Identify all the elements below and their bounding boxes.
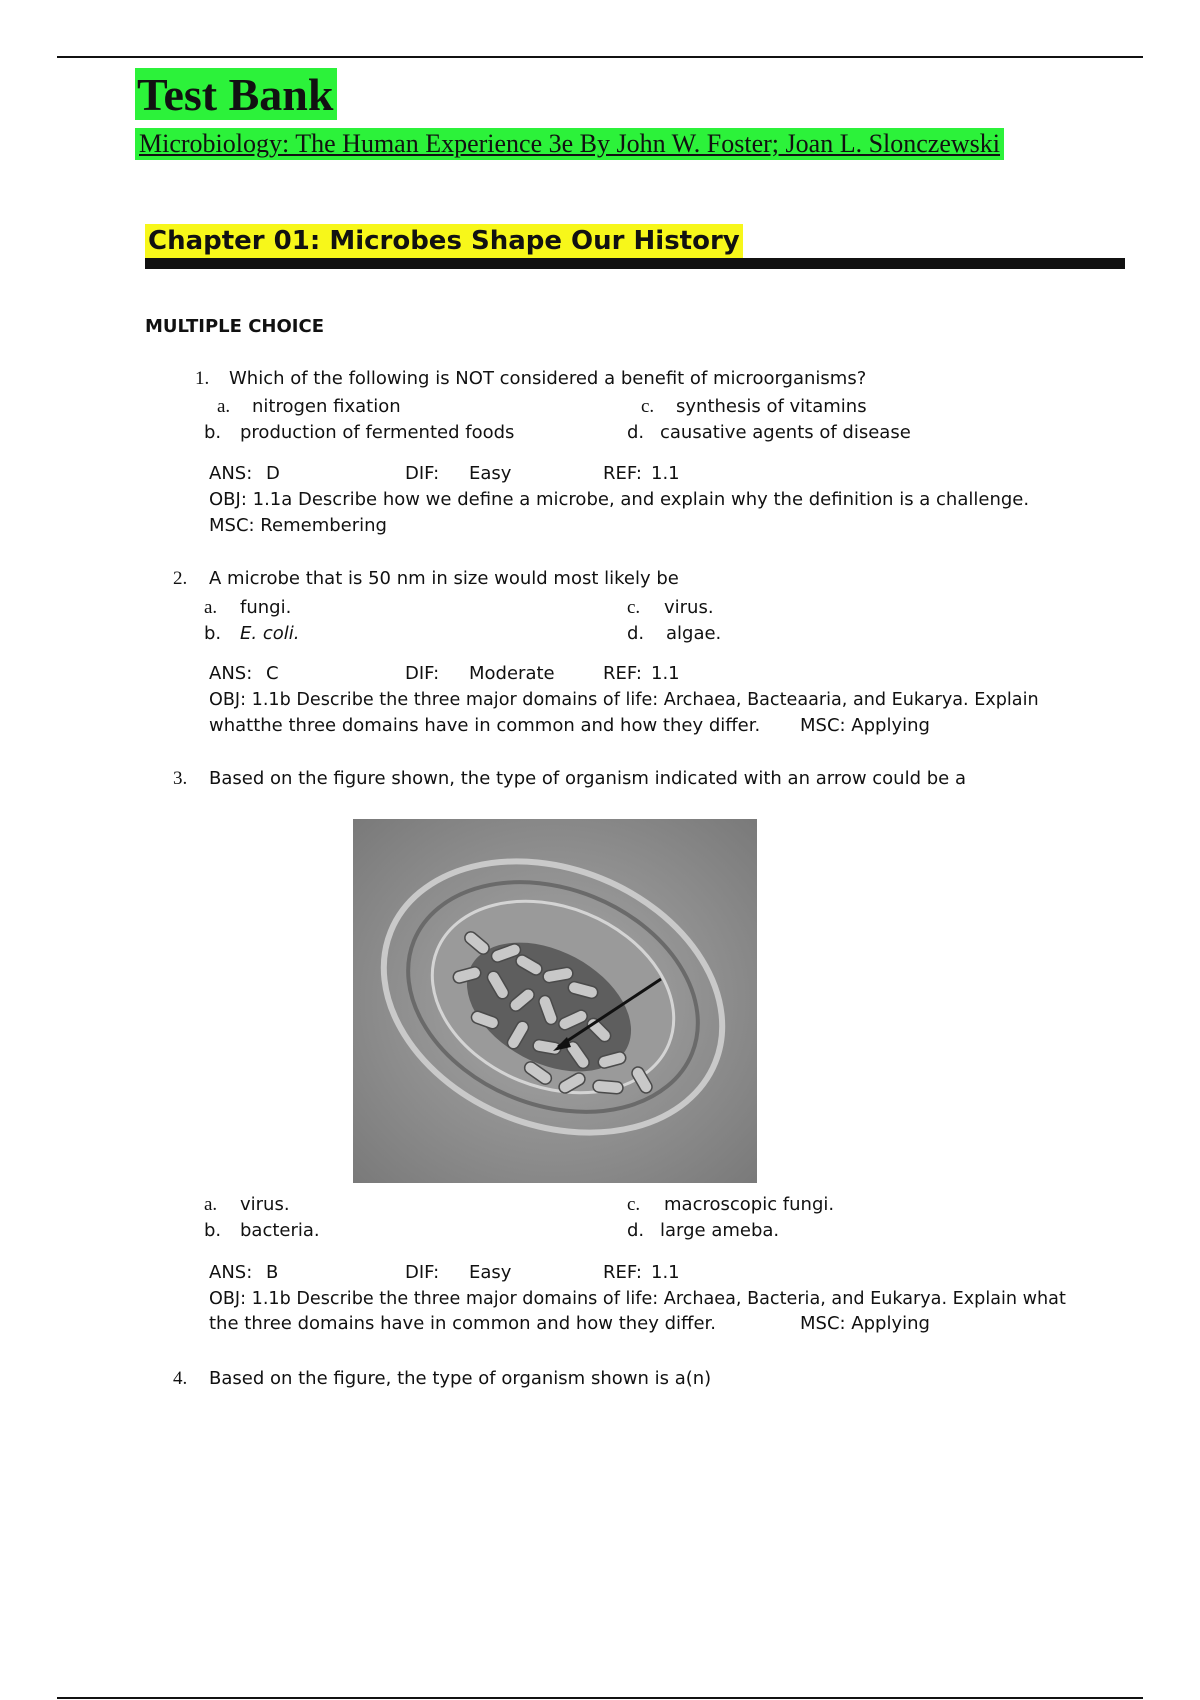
ans-label: ANS:	[209, 1262, 253, 1283]
ans-value: D	[266, 463, 280, 484]
ref-label: REF:	[603, 663, 642, 684]
msc-text: MSC: Applying	[800, 715, 930, 736]
choice-letter: a.	[204, 1194, 218, 1215]
choice-letter: c.	[627, 597, 641, 618]
choice-letter: a.	[217, 396, 231, 417]
ans-label: ANS:	[209, 463, 253, 484]
objective-text: OBJ: 1.1b Describe the three major domains of life: Archaea, Bacteria, and Eukarya. Explain what	[209, 1289, 1066, 1309]
ans-label: ANS:	[209, 663, 253, 684]
msc-text: MSC: Applying	[800, 1313, 930, 1334]
micrograph-figure	[353, 819, 757, 1183]
choice-text: causative agents of disease	[660, 422, 911, 443]
ref-value: 1.1	[651, 463, 680, 484]
question-number: 3.	[173, 768, 188, 789]
choice-text: fungi.	[240, 597, 292, 618]
section-heading: MULTIPLE CHOICE	[145, 316, 324, 337]
choice-letter: c.	[641, 396, 655, 417]
ans-value: B	[266, 1262, 279, 1283]
chapter-rule	[145, 258, 1125, 269]
top-rule	[57, 56, 1143, 58]
choice-text: large ameba.	[660, 1220, 780, 1241]
choice-text: nitrogen fixation	[252, 396, 401, 417]
chapter-title: Chapter 01: Microbes Shape Our History	[145, 224, 743, 258]
choice-letter: d.	[627, 422, 645, 443]
choice-text: algae.	[666, 623, 722, 644]
choice-text: synthesis of vitamins	[676, 396, 867, 417]
micrograph-image	[353, 819, 757, 1183]
msc-text: MSC: Remembering	[209, 515, 387, 536]
bottom-rule	[57, 1697, 1143, 1699]
ref-value: 1.1	[651, 663, 680, 684]
dif-value: Moderate	[469, 663, 555, 684]
choice-letter: b.	[204, 1220, 222, 1241]
question-stem: Based on the figure shown, the type of organism indicated with an arrow could be a	[209, 768, 966, 789]
choice-letter: b.	[204, 422, 222, 443]
ref-value: 1.1	[651, 1262, 680, 1283]
objective-text: OBJ: 1.1a Describe how we define a microbe, and explain why the definition is a challenge.	[209, 489, 1030, 510]
objective-text: OBJ: 1.1b Describe the three major domains of life: Archaea, Bacteaaria, and Eukarya. Explain	[209, 690, 1039, 710]
dif-value: Easy	[469, 1262, 512, 1283]
ref-label: REF:	[603, 1262, 642, 1283]
choice-letter: d.	[627, 1220, 645, 1241]
question-number: 4.	[173, 1368, 188, 1389]
question-stem: A microbe that is 50 nm in size would most likely be	[209, 568, 679, 589]
ref-label: REF:	[603, 463, 642, 484]
choice-letter: b.	[204, 623, 222, 644]
question-number: 1.	[195, 368, 210, 389]
document-title: Test Bank	[135, 68, 337, 120]
question-stem: Based on the figure, the type of organism shown is a(n)	[209, 1368, 712, 1389]
objective-text-continued: whatthe three domains have in common and how they differ.	[209, 715, 761, 736]
choice-text: E. coli.	[240, 623, 300, 644]
choice-letter: d.	[627, 623, 645, 644]
question-number: 2.	[173, 568, 188, 589]
choice-letter: a.	[204, 597, 218, 618]
choice-letter: c.	[627, 1194, 641, 1215]
choice-text: virus.	[664, 597, 714, 618]
choice-text: virus.	[240, 1194, 290, 1215]
choice-text: bacteria.	[240, 1220, 320, 1241]
question-stem: Which of the following is NOT considered a benefit of microorganisms?	[229, 368, 867, 389]
dif-value: Easy	[469, 463, 512, 484]
dif-label: DIF:	[405, 1262, 440, 1283]
ans-value: C	[266, 663, 279, 684]
choice-text: macroscopic fungi.	[664, 1194, 835, 1215]
dif-label: DIF:	[405, 463, 440, 484]
dif-label: DIF:	[405, 663, 440, 684]
objective-text-continued: the three domains have in common and how they differ.	[209, 1313, 716, 1334]
choice-text: production of fermented foods	[240, 422, 515, 443]
document-subtitle: Microbiology: The Human Experience 3e By John W. Foster; Joan L. Slonczewski	[135, 128, 1004, 160]
